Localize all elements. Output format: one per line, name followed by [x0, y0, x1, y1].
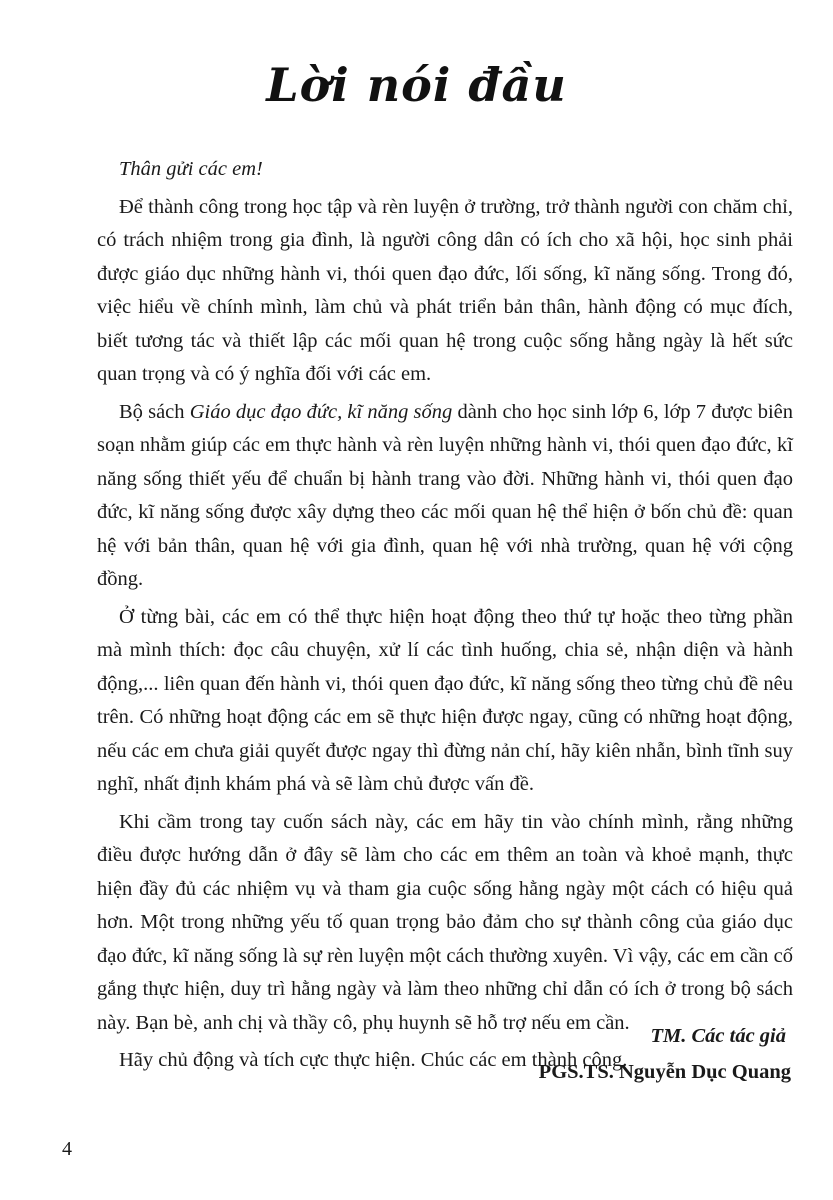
- paragraph-2-start: Bộ sách: [119, 400, 190, 423]
- signature-block: [539, 1018, 791, 1090]
- book-series-title: Giáo dục đạo đức, kĩ năng sống: [189, 400, 453, 423]
- page-title: Lời nói đầu: [266, 58, 567, 112]
- paragraph-1: Để thành công trong học tập và rèn luyện ở trường, trở thành người con chăm chỉ, có trách nhiệm trong gia đình, là người công dân có ích cho xã hội, học sinh phải được giáo dục những hành vi, thói quen đạo đức, lối sống, kĩ năng sống. Trong đó, việc hiểu về chính mình, làm chủ và phát triển bản thân, hành động có mục đích, biết tương tác và thiết lập các mối quan hệ trong cuộc sống hằng ngày là hết sức quan trọng và có ý nghĩa đối với các em.: [97, 195, 793, 385]
- paragraph-5: Hãy chủ động và tích cực thực hiện. Chúc các em thành công.: [119, 1049, 628, 1071]
- signature-role: TM. Các tác giả: [650, 1025, 786, 1047]
- paragraph-2-rest: dành cho học sinh lớp 6, lớp 7 được biên soạn nhằm giúp các em thực hành và rèn luyện những hành vi, thói quen đạo đức, kĩ năng sống thiết yếu để chuẩn bị hành trang vào đời. Những hành vi, thói quen đạo đức, kĩ năng sống được xây dựng theo các mối quan hệ thể hiện ở bốn chủ đề: quan hệ với bản thân, quan hệ với gia đình, quan hệ với nhà trường, quan hệ với cộng đồng.: [97, 400, 793, 590]
- paragraph-4: Khi cầm trong tay cuốn sách này, các em hãy tin vào chính mình, rằng những điều được hướng dẫn ở đây sẽ làm cho các em thêm an toàn và khoẻ mạnh, thực hiện đầy đủ các nhiệm vụ và tham gia cuộc sống hằng ngày một cách có hiệu quả hơn. Một trong những yếu tố quan trọng bảo đảm cho sự thành công của giáo dục đạo đức, kĩ năng sống là sự rèn luyện một cách thường xuyên. Vì vậy, các em cần cố gắng thực hiện, duy trì hằng ngày và làm theo những chỉ dẫn có ích ở trong bộ sách này. Bạn bè, anh chị và thầy cô, phụ huynh sẽ hỗ trợ nếu em cần.: [97, 810, 793, 1034]
- paragraph-2: [97, 396, 793, 597]
- paragraph-3: Ở từng bài, các em có thể thực hiện hoạt động theo thứ tự hoặc theo từng phần mà mình thích: đọc câu chuyện, xử lí các tình huống, chia sẻ, nhận diện và hành động,... liên quan đến hành vi, thói quen đạo đức, kĩ năng sống theo từng chủ đề nêu trên. Có những hoạt động các em sẽ thực hiện được ngay, cũng có những hoạt động, nếu các em chưa giải quyết được ngay thì đừng nản chí, hãy kiên nhẫn, bình tĩnh suy nghĩ, nhất định khám phá và sẽ làm chủ được vấn đề.: [97, 605, 794, 795]
- page-number: 4: [62, 1138, 72, 1160]
- signature-name: PGS.TS. Nguyễn Dục Quang: [538, 1061, 791, 1083]
- greeting: Thân gửi các em!: [119, 158, 263, 180]
- preface-body: [97, 153, 793, 1082]
